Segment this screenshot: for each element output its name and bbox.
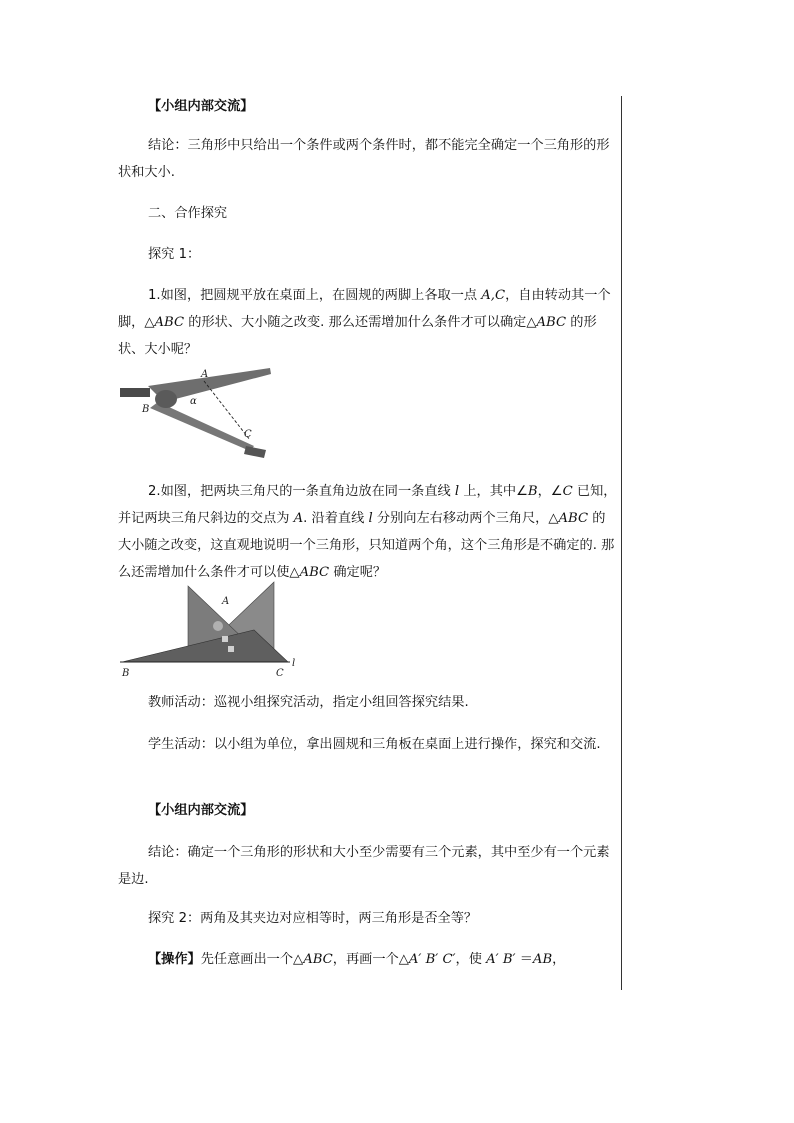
ruler-hole: [213, 621, 223, 631]
group-discussion-heading-2: 【小组内部交流】: [148, 803, 254, 818]
operation-paragraph: 【操作】先任意画出一个△ABC，再画一个△A′ B′ C′，使 A′ B′ ＝AB，: [148, 952, 566, 967]
label-c: C: [276, 668, 284, 679]
ruler-mark: [228, 646, 234, 652]
compass-hinge: [155, 390, 177, 408]
triangle-rulers-figure: [118, 578, 303, 682]
compass-lower-tip: [244, 446, 266, 458]
label-b: B: [142, 404, 150, 415]
label-l: l: [292, 658, 296, 669]
right-margin-rule: [621, 96, 622, 990]
label-c: C: [244, 429, 252, 440]
compass-lower-leg: [150, 402, 254, 451]
teacher-activity: 教师活动：巡视小组探究活动，指定小组回答探究结果.: [148, 695, 469, 710]
label-alpha: α: [190, 396, 197, 407]
label-b: B: [122, 668, 130, 679]
explore-2: 探究 2：两角及其夹边对应相等时，两三角形是否全等？: [148, 911, 478, 926]
conclusion-2: 结论：确定一个三角形的形状和大小至少需要有三个元素，其中至少有一个元素是边.: [118, 845, 610, 887]
explore-1-label: 探究 1：: [148, 247, 201, 262]
ruler-mark: [222, 636, 228, 642]
question-1: 1.如图，把圆规平放在桌面上，在圆规的两脚上各取一点 A,C，自由转动其一个脚，△ABC 的形状、大小随之改变. 那么还需增加什么条件才可以确定△ABC 的形状、大小呢？: [118, 288, 611, 357]
compass-handle: [120, 388, 150, 397]
label-a: A: [201, 369, 209, 380]
compass-figure: [118, 362, 278, 462]
group-discussion-heading-1: 【小组内部交流】: [148, 99, 254, 114]
student-activity: 学生活动：以小组为单位，拿出圆规和三角板在桌面上进行操作，探究和交流.: [148, 737, 601, 752]
label-a: A: [222, 596, 230, 607]
section-title-cooperative-exploration: 二、合作探究: [148, 206, 228, 221]
question-2: 2.如图，把两块三角尺的一条直角边放在同一条直线 l 上，其中∠B，∠C 已知，并记两块三角尺斜边的交点为 A. 沿着直线 l 分别向左右移动两个三角尺，△ABC 的大小随之改变，这直观地说明一个三角形，只知道两个角，这个三角形是不确定的. 那么还需增加什么条件才可以使△ABC 确定呢？: [118, 484, 617, 580]
conclusion-1: 结论：三角形中只给出一个条件或两个条件时，都不能完全确定一个三角形的形状和大小.: [118, 138, 610, 180]
